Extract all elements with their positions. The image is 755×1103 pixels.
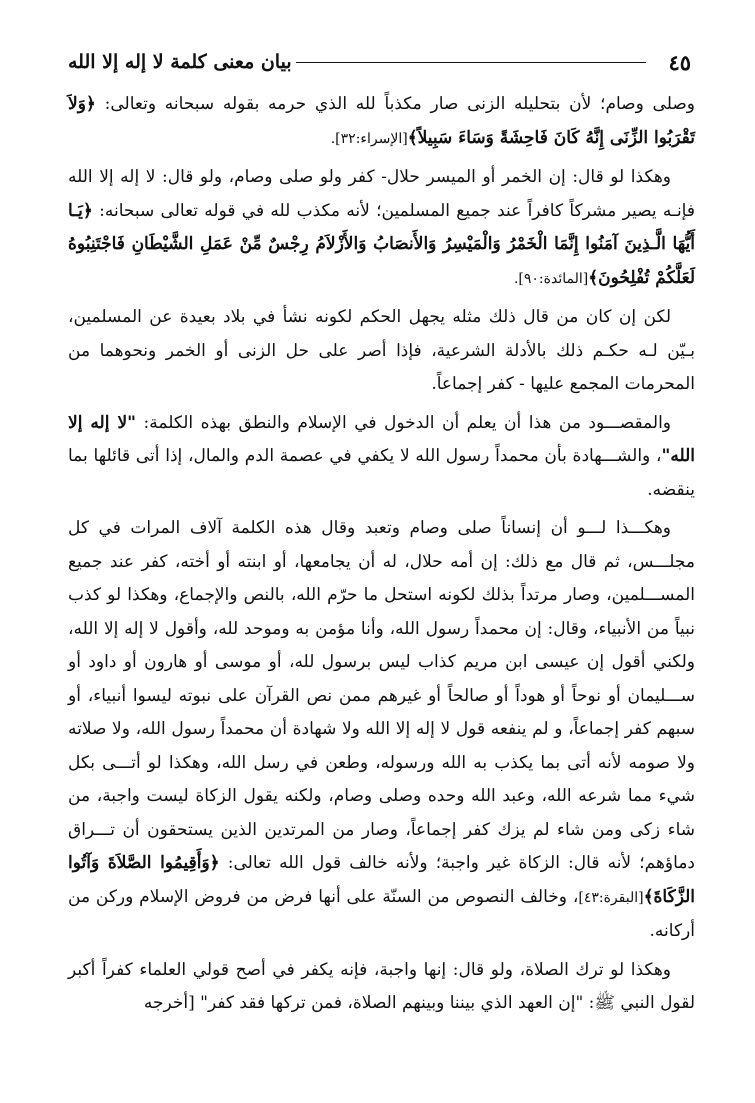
quran-verse: ﴿وَأَقِيمُوا الصَّلاَةَ وَآتُوا الزَّكَاةَ﴾ [68,853,695,907]
paragraph-2 [68,161,695,296]
verse-reference: [البقرة:٤٣] [578,889,644,906]
page-header [68,42,691,82]
text-run: وهكذا لو قال: إن الخمر أو الميسر حلال- كفر ولو صلى وصام، ولو قال: لا إله إلا الله فإنـه يصير مشركاً كافراً عند جميع المسلمين؛ لأنه مكذب لله في قوله تعالى سبحانه: [68,167,695,221]
paragraph-6 [68,954,695,1021]
text-run: والمقصـــود من هذا أن يعلم أن الدخول في الإسلام والنطق بهذه الكلمة: [136,412,672,433]
text-run: وهكذا لو ترك الصلاة، ولو قال: إنها واجبة، فإنه يكفر في أصح قولي العلماء كفراً أكبر لقول النبي ﷺ: "إن العهد الذي بيننا وبينهم الصلاة، فمن تركها فقد كفر" [أخرجه [68,959,695,1013]
page-number: ٤٥ [668,49,691,75]
paragraph-4 [68,407,695,508]
verse-reference: [الإسراء:٣٢]. [330,130,408,147]
text-run: لكن إن كان من قال ذلك مثله يجهل الحكم لكونه نشأ في بلاد بعيدة عن المسلمين، بـيّن لـه حكـم ذلك بالأدلة الشرعية، فإذا أصر على حل الزنى أو الخمر ونحوهما من المحرمات المجمع عليها - كفر إجماعاً. [68,307,695,394]
paragraph-3 [68,301,695,402]
body-text [68,88,695,1026]
text-run: ، وخالف النصوص من السنّة على أنها فرض من فروض الإسلام وركن من أركانه. [68,886,695,941]
quran-verse: ﴿وَلاَ تَقْرَبُوا الزِّنَى إِنَّهُ كَانَ فَاحِشَةً وَسَاءَ سَبِيلاً﴾ [68,94,695,148]
text-run: وهكـــذا لـــو أن إنساناً صلى وصام وتعبد وقال هذه الكلمة آلاف المرات في كل مجلـــس، ثم قال مع ذلك: إن أمه حلال، له أن يجامعها، أو ابنته أو أخته، كفر عند جميع المســـلمين، وصار مرتداً بذلك لكونه استحل ما حرّم الله، بالنص والإجماع، وهكذا لو كذب نبياً من الأنبياء، وقال: إن محمداً رسول الله، وأنا مؤمن به وموحد لله، وأقول لا إله إلا الله، ولكني أقول إن عيسى ابن مريم كذاب ليس برسول لله، أو موسى أو هارون أو داود أو ســـليمان أو نوحاً أو هوداً أو صالحاً أو غيرهم ممن نص القرآن على نبوته ليسوا أنبياء، أو سبهم كفر إجماعاً، و لم ينفعه قول لا إله إلا الله ولا شهادة أن محمداً رسول الله، ولا صلاته ولا صومه لأنه أتى بما يكذب به الله ورسوله، وطعن في رسل الله، وهكذا لو أتـــى بكل شيء مما شرعه الله، وعبد الله وحده وصلى وصام، ولكنه يقول الزكاة ليست واجبة، من شاء زكى ومن شاء لم يزك كفر إجماعاً، وصار من المرتدين الذين يستحقون أن تـــراق دماؤهم؛ لأنه قال: الزكاة غير واجبة؛ ولأنه خالف قول الله تعالى: [68,518,695,873]
verse-reference: [المائدة:٩٠]. [513,270,589,287]
paragraph-5 [68,512,695,949]
emphasized-text: "لا إله إلا الله" [68,412,695,466]
running-title: بيان معنى كلمة لا إله إلا الله [68,51,292,73]
text-run: ، والشـــهادة بأن محمداً رسول الله لا يكفي في عصمة الدم والمال، إذا أتى قائلها بما ينقضه. [68,446,695,500]
text-run: وصلى وصام؛ لأن بتحليله الزنى صار مكذباً لله الذي حرمه بقوله سبحانه وتعالى: [95,94,695,114]
paragraph-1 [68,88,695,156]
quran-verse: ﴿يَـا أَيُّهَا الَّـذِينَ آمَنُوا إِنَّمَا الْخَمْرُ وَالْمَيْسِرُ وَالأَنصَابُ وَالأَزْلاَمُ رِجْسٌ مِّنْ عَمَلِ الشَّيْطَانِ فَاجْتَنِبُوهُ لَعَلَّكُمْ تُفْلِحُونَ﴾ [68,200,695,288]
header-rule [296,62,647,63]
